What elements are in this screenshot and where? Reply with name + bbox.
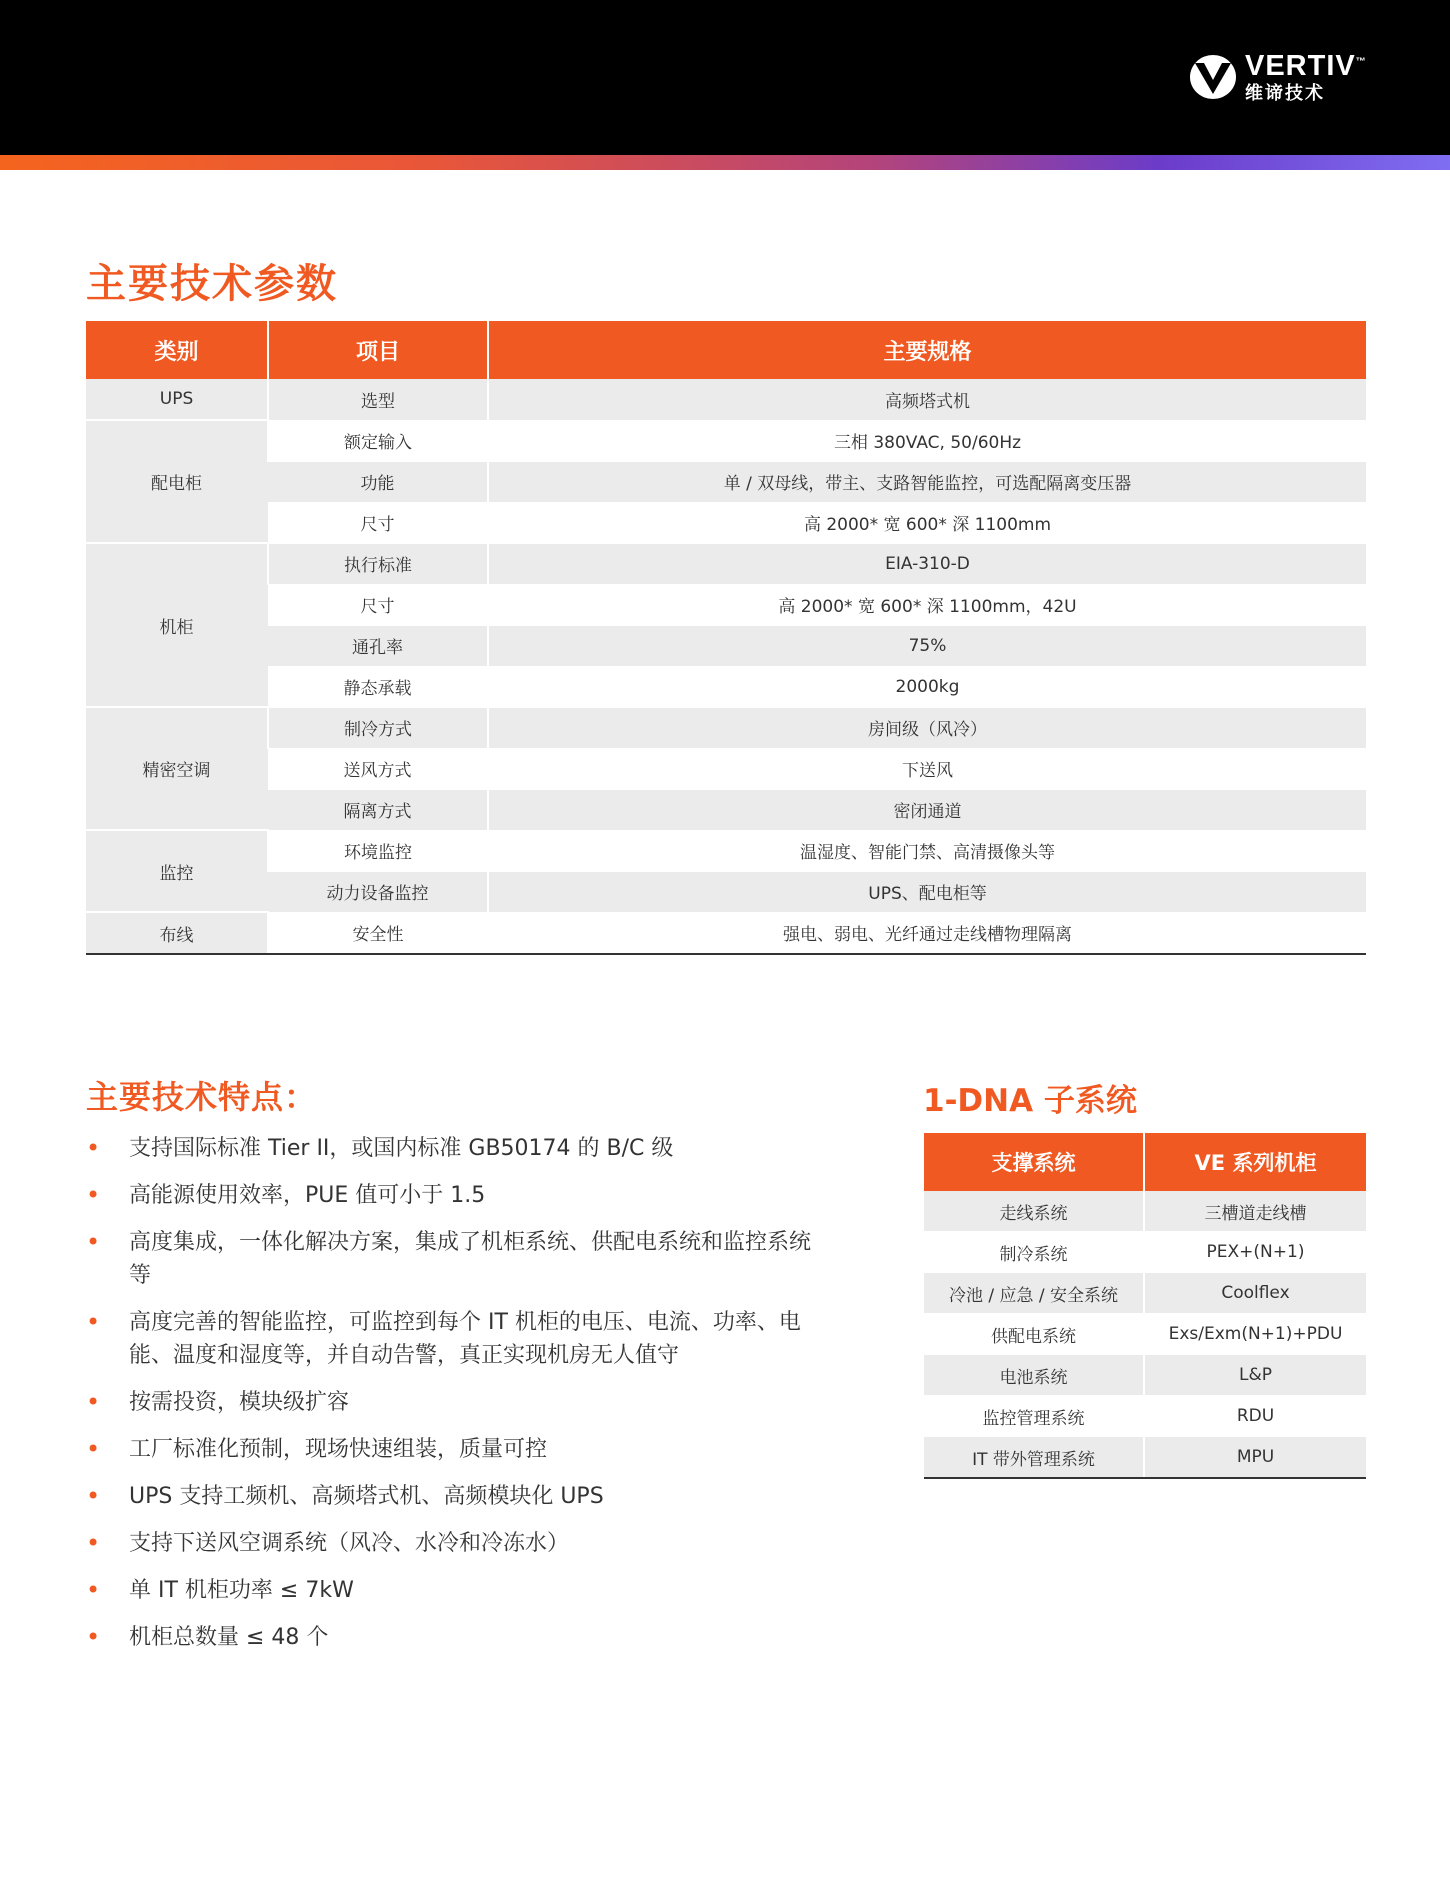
spec-cell: 高 2000* 宽 600* 深 1100mm，42U xyxy=(488,584,1366,625)
system-cell: IT 带外管理系统 xyxy=(924,1437,1144,1479)
spec-cell: 2000kg xyxy=(488,666,1366,707)
category-cell: UPS xyxy=(86,379,268,420)
trademark: ™ xyxy=(1355,55,1367,67)
brand-name: VERTIV™ xyxy=(1245,49,1367,82)
list-item xyxy=(86,1179,826,1212)
table-row xyxy=(86,707,1366,748)
value-cell: L&P xyxy=(1144,1355,1366,1396)
features-list xyxy=(86,1132,826,1668)
item-cell: 制冷方式 xyxy=(268,707,488,748)
item-cell: 安全性 xyxy=(268,912,488,954)
system-cell: 电池系统 xyxy=(924,1355,1144,1396)
table-row xyxy=(924,1191,1366,1232)
params-table xyxy=(86,321,1366,955)
gradient-divider xyxy=(0,155,1450,170)
item-cell: 执行标准 xyxy=(268,543,488,584)
list-item xyxy=(86,1480,826,1513)
category-cell: 精密空调 xyxy=(86,707,268,830)
bullet-dot: • xyxy=(86,1228,101,1256)
item-cell: 送风方式 xyxy=(268,748,488,789)
list-item xyxy=(86,1226,826,1292)
header-bar xyxy=(0,0,1450,155)
feature-text: 机柜总数量 ≤ 48 个 xyxy=(129,1625,329,1650)
spec-cell: 75% xyxy=(488,625,1366,666)
value-cell: Exs/Exm(N+1)+PDU xyxy=(1144,1314,1366,1355)
list-item xyxy=(86,1621,826,1654)
value-cell: RDU xyxy=(1144,1396,1366,1437)
table-row xyxy=(86,625,1366,666)
table-row xyxy=(924,1273,1366,1314)
system-cell: 监控管理系统 xyxy=(924,1396,1144,1437)
category-cell: 配电柜 xyxy=(86,420,268,543)
dna-title: 1-DNA 子系统 xyxy=(923,1083,1137,1119)
list-item xyxy=(86,1306,826,1372)
item-cell: 尺寸 xyxy=(268,584,488,625)
brand-name-cn: 维谛技术 xyxy=(1245,82,1325,104)
item-cell: 功能 xyxy=(268,461,488,502)
spec-cell: UPS、配电柜等 xyxy=(488,871,1366,912)
table-row xyxy=(86,666,1366,707)
category-cell: 布线 xyxy=(86,912,268,954)
value-cell: PEX+(N+1) xyxy=(1144,1232,1366,1273)
category-cell: 机柜 xyxy=(86,543,268,707)
item-cell: 额定输入 xyxy=(268,420,488,461)
spec-cell: 高 2000* 宽 600* 深 1100mm xyxy=(488,502,1366,543)
item-cell: 尺寸 xyxy=(268,502,488,543)
table-row xyxy=(86,461,1366,502)
feature-text: 支持国际标准 Tier II，或国内标准 GB50174 的 B/C 级 xyxy=(129,1136,674,1161)
table-row xyxy=(924,1437,1366,1479)
category-cell: 监控 xyxy=(86,830,268,912)
spec-cell: 密闭通道 xyxy=(488,789,1366,830)
header-category: 类别 xyxy=(86,321,268,379)
system-cell: 供配电系统 xyxy=(924,1314,1144,1355)
table-row xyxy=(86,789,1366,830)
feature-text: UPS 支持工频机、高频塔式机、高频模块化 UPS xyxy=(129,1484,604,1509)
system-cell: 冷池 / 应急 / 安全系统 xyxy=(924,1273,1144,1314)
feature-text: 支持下送风空调系统（风冷、水冷和冷冻水） xyxy=(129,1531,570,1556)
system-cell: 走线系统 xyxy=(924,1191,1144,1232)
header-item: 项目 xyxy=(268,321,488,379)
bullet-dot: • xyxy=(86,1308,101,1336)
spec-cell: 房间级（风冷） xyxy=(488,707,1366,748)
table-row xyxy=(86,379,1366,420)
item-cell: 动力设备监控 xyxy=(268,871,488,912)
params-title: 主要技术参数 xyxy=(86,261,338,307)
item-cell: 选型 xyxy=(268,379,488,420)
list-item xyxy=(86,1433,826,1466)
table-row xyxy=(924,1396,1366,1437)
table-row xyxy=(86,871,1366,912)
feature-text: 按需投资，模块级扩容 xyxy=(129,1390,350,1415)
feature-text: 高度集成，一体化解决方案，集成了机柜系统、供配电系统和监控系统等 xyxy=(129,1230,812,1288)
spec-cell: 单 / 双母线，带主、支路智能监控，可选配隔离变压器 xyxy=(488,461,1366,502)
bullet-dot: • xyxy=(86,1482,101,1510)
bullet-dot: • xyxy=(86,1181,101,1209)
table-row xyxy=(86,748,1366,789)
table-row xyxy=(924,1355,1366,1396)
spec-cell: 强电、弱电、光纤通过走线槽物理隔离 xyxy=(488,912,1366,954)
spec-cell: EIA-310-D xyxy=(488,543,1366,584)
params-header-row xyxy=(86,321,1366,379)
header-system: 支撑系统 xyxy=(924,1133,1144,1191)
spec-cell: 温湿度、智能门禁、高清摄像头等 xyxy=(488,830,1366,871)
feature-text: 单 IT 机柜功率 ≤ 7kW xyxy=(129,1578,354,1603)
system-cell: 制冷系统 xyxy=(924,1232,1144,1273)
bullet-dot: • xyxy=(86,1134,101,1162)
table-row xyxy=(924,1314,1366,1355)
dna-table xyxy=(924,1133,1366,1479)
spec-cell: 三相 380VAC, 50/60Hz xyxy=(488,420,1366,461)
spec-cell: 高频塔式机 xyxy=(488,379,1366,420)
table-row xyxy=(86,830,1366,871)
header-spec: 主要规格 xyxy=(488,321,1366,379)
bullet-dot: • xyxy=(86,1529,101,1557)
table-row xyxy=(86,502,1366,543)
bullet-dot: • xyxy=(86,1388,101,1416)
item-cell: 静态承载 xyxy=(268,666,488,707)
list-item xyxy=(86,1386,826,1419)
list-item xyxy=(86,1132,826,1165)
table-row xyxy=(86,543,1366,584)
bullet-dot: • xyxy=(86,1623,101,1651)
table-row xyxy=(86,912,1366,954)
spec-cell: 下送风 xyxy=(488,748,1366,789)
table-row xyxy=(924,1232,1366,1273)
table-row xyxy=(86,420,1366,461)
table-row xyxy=(86,584,1366,625)
item-cell: 环境监控 xyxy=(268,830,488,871)
bullet-dot: • xyxy=(86,1576,101,1604)
list-item xyxy=(86,1527,826,1560)
value-cell: 三槽道走线槽 xyxy=(1144,1191,1366,1232)
vertiv-v-icon xyxy=(1189,54,1237,100)
value-cell: MPU xyxy=(1144,1437,1366,1479)
feature-text: 工厂标准化预制，现场快速组装，质量可控 xyxy=(129,1437,548,1462)
features-title: 主要技术特点： xyxy=(86,1078,318,1116)
value-cell: Coolflex xyxy=(1144,1273,1366,1314)
dna-header-row xyxy=(924,1133,1366,1191)
feature-text: 高能源使用效率，PUE 值可小于 1.5 xyxy=(129,1183,486,1208)
header-ve-cabinet: VE 系列机柜 xyxy=(1144,1133,1366,1191)
feature-text: 高度完善的智能监控，可监控到每个 IT 机柜的电压、电流、功率、电能、温度和湿度等，并自动告警，真正实现机房无人值守 xyxy=(129,1310,801,1368)
item-cell: 隔离方式 xyxy=(268,789,488,830)
list-item xyxy=(86,1574,826,1607)
item-cell: 通孔率 xyxy=(268,625,488,666)
bullet-dot: • xyxy=(86,1435,101,1463)
vertiv-logo xyxy=(1189,49,1367,104)
